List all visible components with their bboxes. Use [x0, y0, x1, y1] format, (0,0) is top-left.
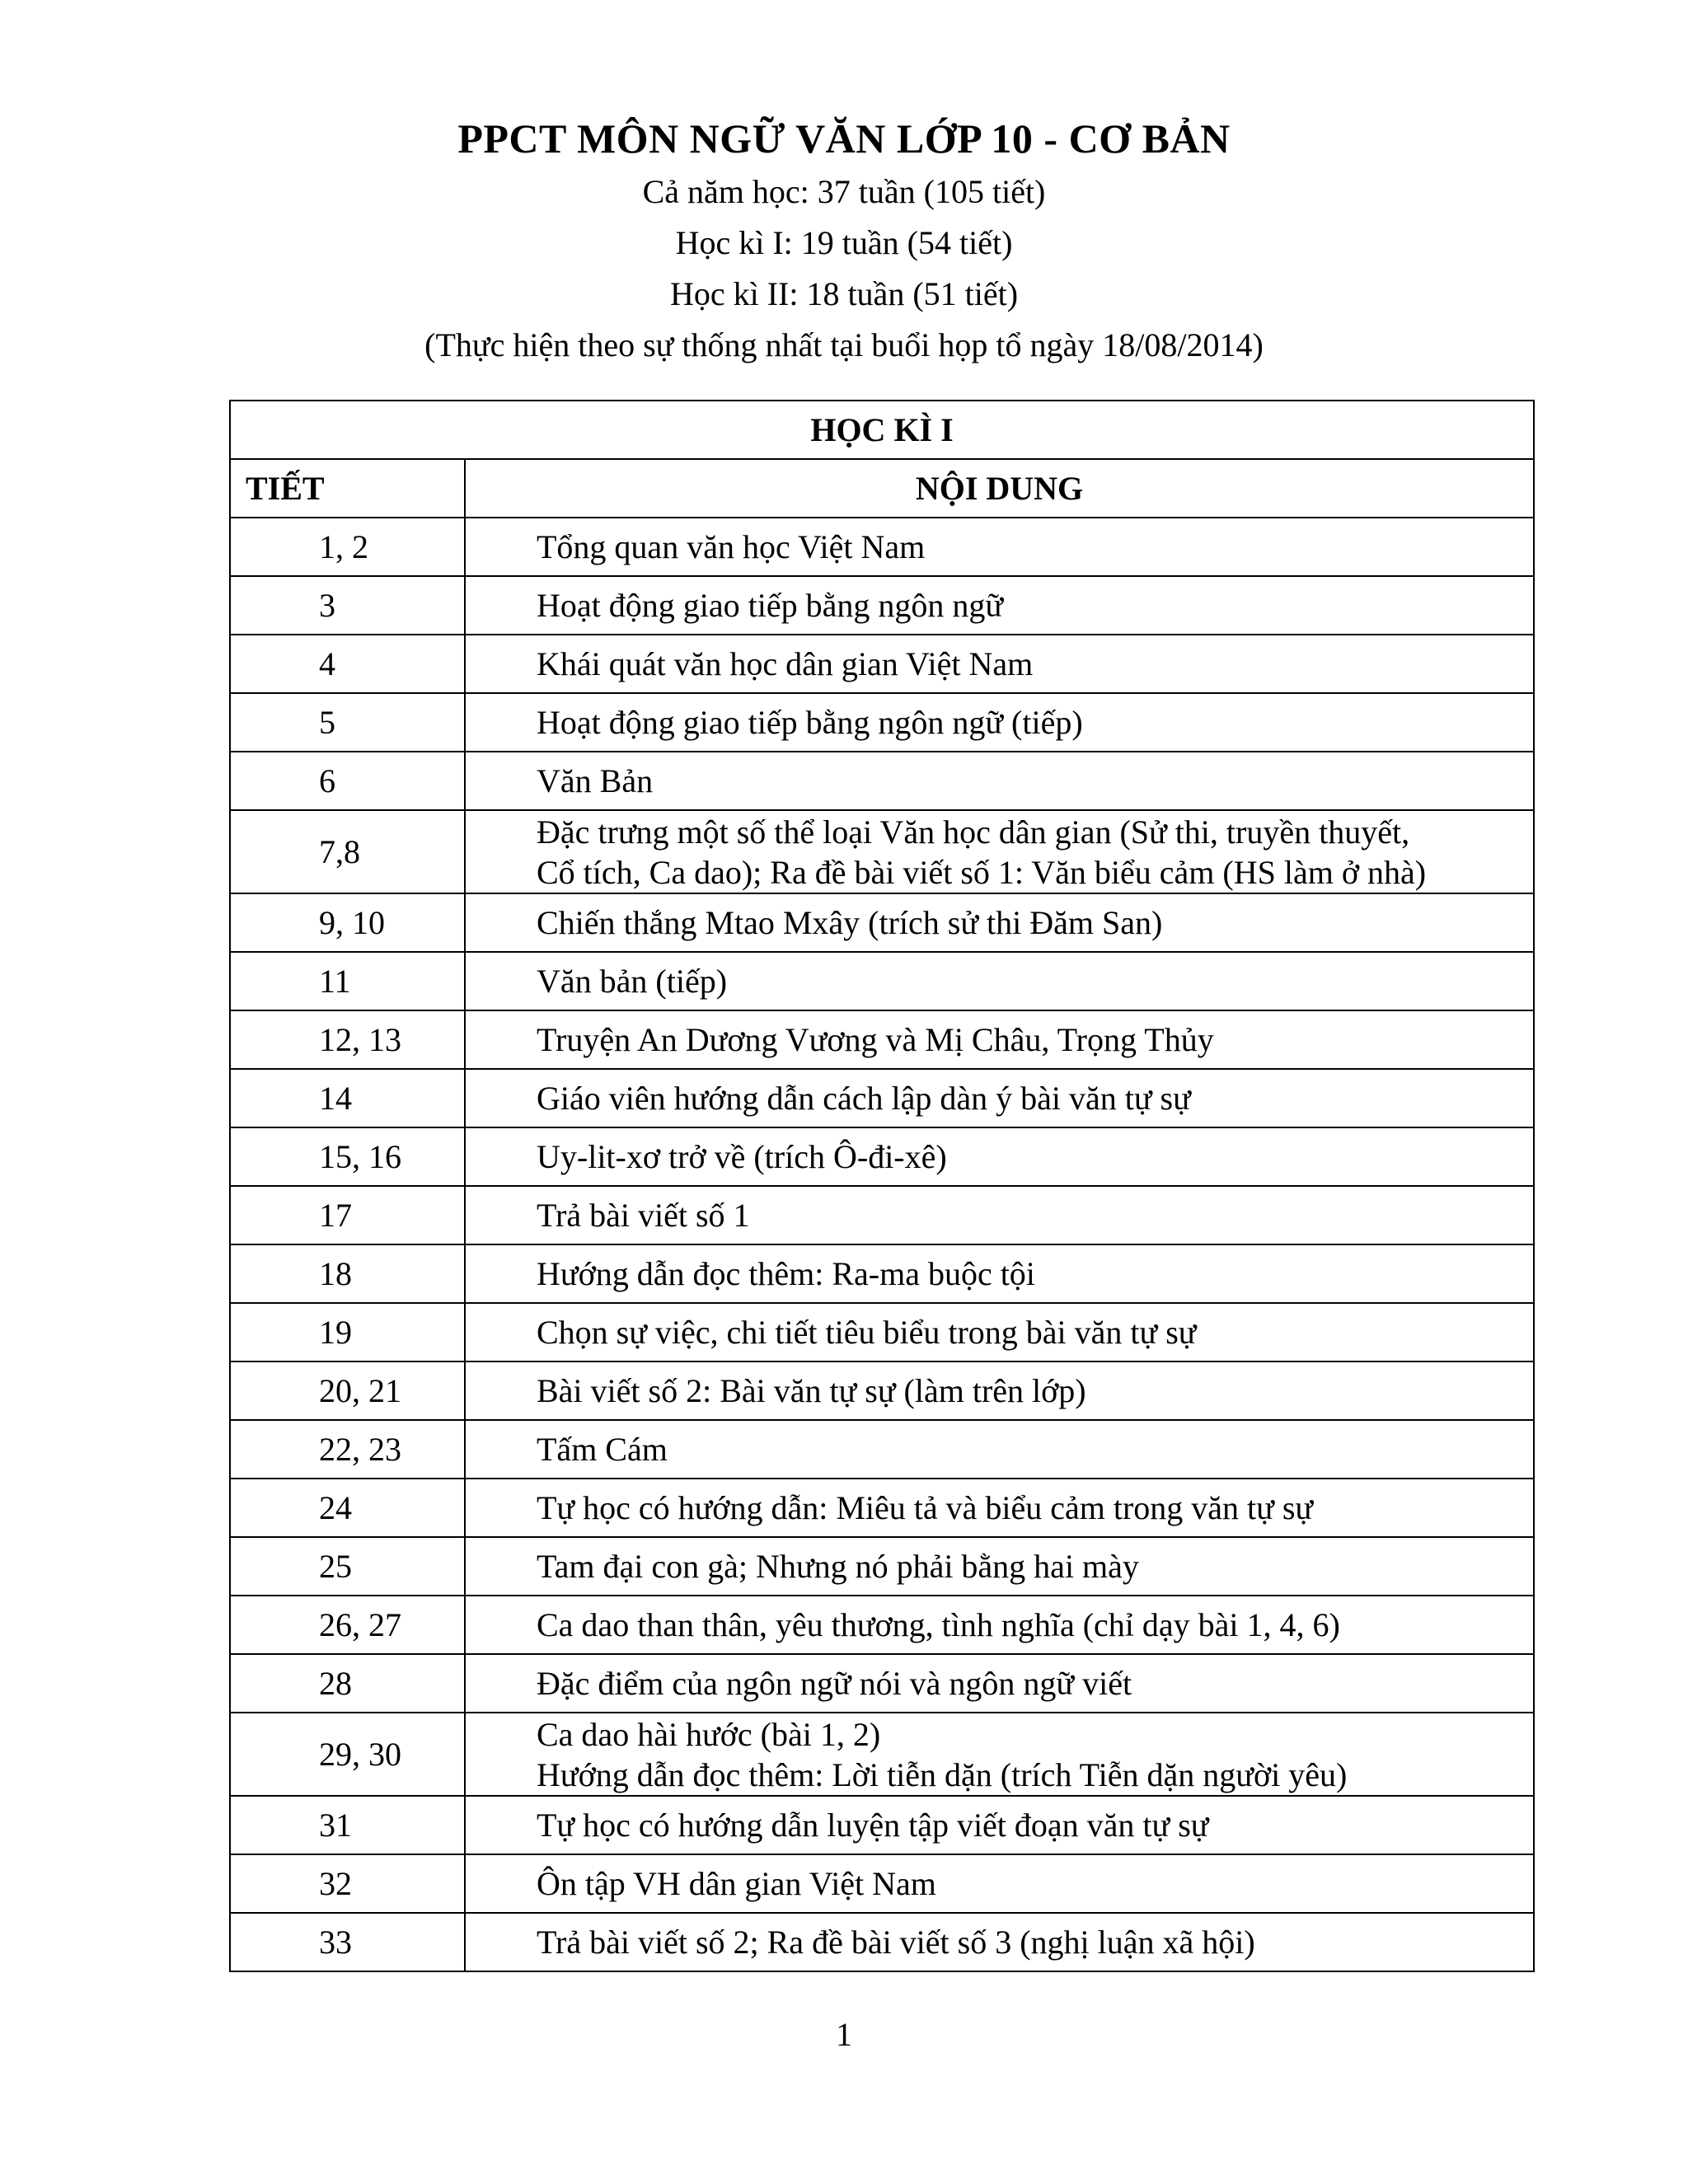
cell-noidung-line: Giáo viên hướng dẫn cách lập dàn ý bài văn tự sự — [537, 1080, 1191, 1117]
cell-noidung-line: Tổng quan văn học Việt Nam — [537, 528, 926, 565]
table-body — [230, 518, 1534, 1971]
cell-noidung — [465, 1303, 1534, 1361]
cell-noidung — [465, 1654, 1534, 1713]
cell-noidung — [465, 1537, 1534, 1596]
semester-heading: HỌC KÌ I — [230, 401, 1534, 459]
cell-tiet: 19 — [230, 1303, 465, 1361]
page-number: 1 — [836, 2016, 852, 2053]
cell-noidung-line: Hướng dẫn đọc thêm: Lời tiễn dặn (trích Tiễn dặn người yêu) — [537, 1755, 1348, 1793]
cell-noidung-line: Truyện An Dương Vương và Mị Châu, Trọng Thủy — [537, 1021, 1214, 1058]
cell-noidung-line: Hoạt động giao tiếp bằng ngôn ngữ — [537, 587, 1004, 624]
cell-tiet: 24 — [230, 1479, 465, 1537]
cell-tiet: 31 — [230, 1796, 465, 1854]
cell-noidung-line: Hướng dẫn đọc thêm: Ra-ma buộc tội — [537, 1255, 1035, 1292]
cell-noidung — [465, 1420, 1534, 1479]
cell-tiet: 28 — [230, 1654, 465, 1713]
semester-header-row — [230, 401, 1534, 459]
table-row — [230, 1186, 1534, 1244]
cell-noidung — [465, 1010, 1534, 1069]
table-row — [230, 1913, 1534, 1971]
cell-noidung — [465, 576, 1534, 635]
table-row — [230, 1654, 1534, 1713]
table-row — [230, 1127, 1534, 1186]
cell-tiet: 17 — [230, 1186, 465, 1244]
table-row — [230, 1854, 1534, 1913]
cell-noidung — [465, 952, 1534, 1010]
cell-noidung-line: Cổ tích, Ca dao); Ra đề bài viết số 1: Văn biểu cảm (HS làm ở nhà) — [537, 853, 1427, 891]
table-row — [230, 1069, 1534, 1127]
document-header — [0, 114, 1688, 371]
cell-noidung-line: Chiến thắng Mtao Mxây (trích sử thi Đăm San) — [537, 904, 1163, 941]
cell-noidung-line: Tự học có hướng dẫn luyện tập viết đoạn văn tự sự — [537, 1807, 1209, 1844]
column-header-tiet: TIẾT — [230, 459, 465, 518]
cell-noidung — [465, 1479, 1534, 1537]
table-row — [230, 635, 1534, 693]
table-row — [230, 1479, 1534, 1537]
cell-noidung — [465, 1186, 1534, 1244]
table-row — [230, 1244, 1534, 1303]
cell-tiet: 22, 23 — [230, 1420, 465, 1479]
cell-tiet: 25 — [230, 1537, 465, 1596]
table-row — [230, 1010, 1534, 1069]
cell-noidung — [465, 693, 1534, 752]
cell-noidung-line: Uy-lit-xơ trở về (trích Ô-đi-xê) — [537, 1138, 947, 1175]
cell-noidung-line: Đặc trưng một số thể loại Văn học dân gian (Sử thi, truyền thuyết, — [537, 813, 1410, 851]
cell-tiet: 7,8 — [230, 810, 465, 893]
cell-noidung-line: Bài viết số 2: Bài văn tự sự (làm trên lớp) — [537, 1372, 1086, 1409]
cell-tiet: 1, 2 — [230, 518, 465, 576]
cell-tiet: 9, 10 — [230, 893, 465, 952]
cell-noidung-line: Văn bản (tiếp) — [537, 963, 728, 1000]
cell-noidung — [465, 1244, 1534, 1303]
curriculum-table — [229, 400, 1535, 1972]
table-row — [230, 1537, 1534, 1596]
cell-tiet: 20, 21 — [230, 1361, 465, 1420]
table-row — [230, 952, 1534, 1010]
table-row — [230, 693, 1534, 752]
cell-tiet: 12, 13 — [230, 1010, 465, 1069]
table-row — [230, 752, 1534, 810]
cell-noidung — [465, 752, 1534, 810]
cell-noidung — [465, 1596, 1534, 1654]
table-row — [230, 1596, 1534, 1654]
column-header-noidung: NỘI DUNG — [465, 459, 1534, 518]
cell-noidung-line: Khái quát văn học dân gian Việt Nam — [537, 645, 1034, 682]
cell-noidung-line: Tam đại con gà; Nhưng nó phải bằng hai mày — [537, 1548, 1139, 1585]
curriculum-table-container — [229, 400, 1533, 1972]
table-row — [230, 576, 1534, 635]
cell-tiet: 18 — [230, 1244, 465, 1303]
table-row — [230, 1796, 1534, 1854]
subtitle-semester-2: Học kì II: 18 tuần (51 tiết) — [669, 275, 1019, 312]
cell-noidung-line: Hoạt động giao tiếp bằng ngôn ngữ (tiếp) — [537, 704, 1083, 741]
cell-tiet: 4 — [230, 635, 465, 693]
cell-noidung — [465, 1361, 1534, 1420]
cell-noidung — [465, 1913, 1534, 1971]
table-row — [230, 1361, 1534, 1420]
cell-tiet: 26, 27 — [230, 1596, 465, 1654]
document-title: PPCT MÔN NGỮ VĂN LỚP 10 - CƠ BẢN — [457, 115, 1231, 162]
cell-noidung — [465, 1127, 1534, 1186]
table-row — [230, 1713, 1534, 1796]
cell-noidung — [465, 1854, 1534, 1913]
cell-noidung-line: Ca dao hài hước (bài 1, 2) — [537, 1715, 881, 1753]
table-row — [230, 1420, 1534, 1479]
subtitle-note: (Thực hiện theo sự thống nhất tại buổi họp tổ ngày 18/08/2014) — [424, 326, 1264, 363]
table-row — [230, 1303, 1534, 1361]
table-row — [230, 893, 1534, 952]
cell-tiet: 33 — [230, 1913, 465, 1971]
table-row — [230, 810, 1534, 893]
cell-noidung — [465, 1796, 1534, 1854]
subtitle-semester-1: Học kì I: 19 tuần (54 tiết) — [675, 224, 1013, 261]
cell-tiet: 5 — [230, 693, 465, 752]
cell-noidung — [465, 893, 1534, 952]
cell-noidung — [465, 1069, 1534, 1127]
cell-noidung-line: Tấm Cám — [537, 1431, 668, 1468]
cell-tiet: 15, 16 — [230, 1127, 465, 1186]
cell-tiet: 32 — [230, 1854, 465, 1913]
cell-noidung-line: Chọn sự việc, chi tiết tiêu biểu trong bài văn tự sự — [537, 1314, 1197, 1351]
subtitle-year: Cả năm học: 37 tuần (105 tiết) — [642, 173, 1046, 210]
cell-noidung-line: Ôn tập VH dân gian Việt Nam — [537, 1865, 936, 1902]
cell-noidung-line: Ca dao than thân, yêu thương, tình nghĩa (chỉ dạy bài 1, 4, 6) — [537, 1606, 1340, 1643]
cell-tiet: 11 — [230, 952, 465, 1010]
cell-noidung-line: Đặc điểm của ngôn ngữ nói và ngôn ngữ viết — [537, 1665, 1132, 1702]
cell-tiet: 14 — [230, 1069, 465, 1127]
cell-noidung-line: Tự học có hướng dẫn: Miêu tả và biểu cảm trong văn tự sự — [537, 1489, 1314, 1526]
cell-tiet: 6 — [230, 752, 465, 810]
cell-noidung — [465, 1713, 1534, 1796]
cell-noidung-line: Trả bài viết số 1 — [537, 1197, 750, 1234]
table-row — [230, 518, 1534, 576]
cell-noidung — [465, 810, 1534, 893]
cell-tiet: 3 — [230, 576, 465, 635]
cell-noidung — [465, 635, 1534, 693]
cell-noidung-line: Trả bài viết số 2; Ra đề bài viết số 3 (nghị luận xã hội) — [537, 1924, 1255, 1961]
cell-noidung-line: Văn Bản — [537, 762, 654, 799]
cell-tiet: 29, 30 — [230, 1713, 465, 1796]
column-header-row — [230, 459, 1534, 518]
cell-noidung — [465, 518, 1534, 576]
